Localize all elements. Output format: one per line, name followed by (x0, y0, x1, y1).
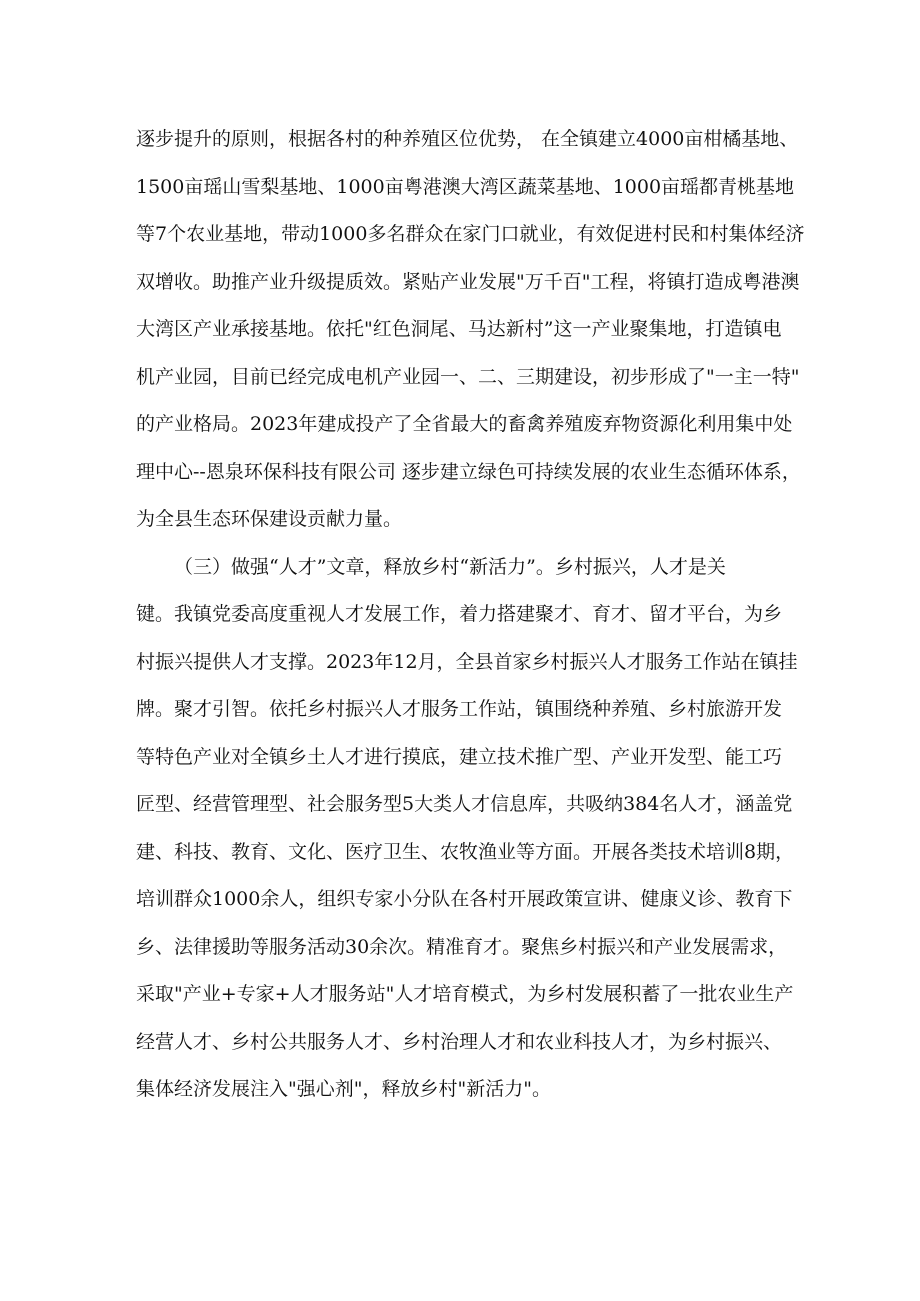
text-line: 双增收。助推产业升级提质效。紧贴产业发展"万千百"工程，将镇打造成粤港澳 (136, 270, 800, 293)
paragraph-talent (136, 544, 798, 1114)
paragraph-industry (136, 116, 805, 544)
text-line: 匠型、经营管理型、社会服务型5大类人才信息库，共吸纳384名人才，涵盖党 (136, 793, 793, 815)
text-line: 1500亩瑶山雪梨基地、1000亩粤港澳大湾区蔬菜基地、1000亩瑶都青桃基地 (136, 175, 795, 198)
text-line: 乡、法律援助等服务活动30余次。精准育才。聚焦乡村振兴和产业发展需求， (136, 935, 788, 958)
text-line: 建、科技、教育、文化、医疗卫生、农牧渔业等方面。开展各类技术培训8期， (136, 840, 795, 863)
text-line: 牌。聚才引智。依托乡村振兴人才服务工作站，镇围绕种养殖、乡村旅游开发 (136, 698, 783, 720)
text-line: 等7个农业基地，带动1000多名群众在家门口就业，有效促进村民和村集体经济 (136, 223, 805, 245)
text-line: 为全县生态环保建设贡献力量。 (136, 508, 403, 530)
text-line: 理中心--恩泉环保科技有限公司 逐步建立绿色可持续发展的农业生态循环体系， (136, 460, 801, 483)
text-line: 大湾区产业承接基地。依托"红色洞尾、马达新村”这一产业聚集地，打造镇电 (136, 318, 782, 340)
text-line: 经营人才、乡村公共服务人才、乡村治理人才和农业科技人才，为乡村振兴、 (136, 1030, 783, 1053)
text-line: 等特色产业对全镇乡土人才进行摸底，建立技术推广型、产业开发型、能工巧 (136, 745, 783, 768)
text-line: 机产业园，目前已经完成电机产业园一、二、三期建设，初步形成了"一主一特" (136, 365, 800, 388)
section-heading-line: （三）做强“人才”文章，释放乡村“新活力”。乡村振兴，人才是关 (174, 555, 726, 578)
text-line: 的产业格局。2023年建成投产了全省最大的畜禽养殖废弃物资源化利用集中处 (136, 413, 793, 435)
text-line: 集体经济发展注入"强心剂"，释放乡村"新活力"。 (136, 1078, 551, 1100)
text-line: 逐步提升的原则，根据各村的种养殖区位优势， 在全镇建立4000亩柑橘基地、 (136, 128, 799, 150)
text-line: 采取"产业+专家+人才服务站"人才培育模式，为乡村发展积蓄了一批农业生产 (136, 983, 794, 1005)
text-line: 键。我镇党委高度重视人才发展工作，着力搭建聚才、育才、留才平台，为乡 (136, 603, 783, 625)
text-line: 培训群众1000余人，组织专家小分队在各村开展政策宣讲、健康义诊、教育下 (136, 888, 793, 910)
text-line: 村振兴提供人才支撑。2023年12月，全县首家乡村振兴人才服务工作站在镇挂 (136, 650, 798, 673)
document-page (136, 116, 805, 1114)
